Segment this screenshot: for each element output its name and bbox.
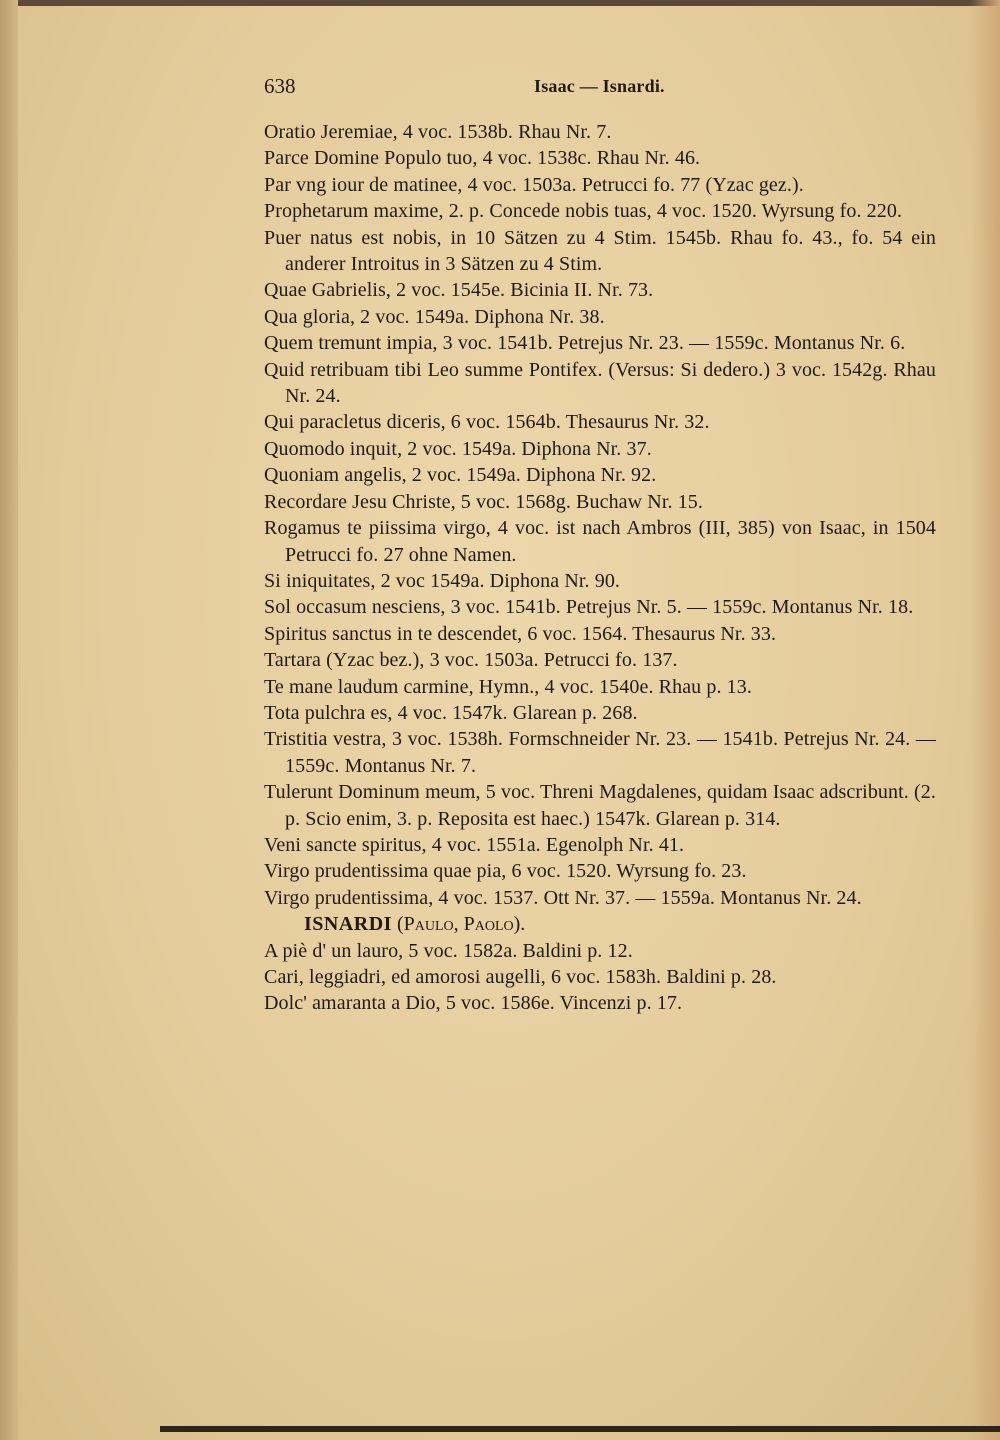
catalog-entry: Si iniquitates, 2 voc 1549a. Diphona Nr. 90.	[264, 569, 621, 592]
catalog-entry: Recordare Jesu Christe, 5 voc. 1568g. Buchaw Nr. 15.	[264, 490, 703, 513]
composer-heading	[264, 911, 936, 937]
catalog-entry: Parce Domine Populo tuo, 4 voc. 1538c. Rhau Nr. 46.	[264, 147, 701, 170]
page-edge-shadow	[970, 0, 1000, 1440]
catalog-entry: Par vng iour de matinee, 4 voc. 1503a. Petrucci fo. 77 (Yzac gez.).	[264, 173, 804, 196]
catalog-entry: Tartara (Yzac bez.), 3 voc. 1503a. Petrucci fo. 137.	[264, 649, 678, 672]
catalog-entry: Qua gloria, 2 voc. 1549a. Diphona Nr. 38.	[264, 305, 605, 328]
catalog-entry: Sol occasum nesciens, 3 voc. 1541b. Petrejus Nr. 5. — 1559c. Montanus Nr. 18.	[264, 596, 914, 619]
top-edge-shadow	[0, 0, 1000, 6]
page-gutter-shadow	[0, 0, 18, 1440]
catalog-entry: Quid retribuam tibi Leo summe Pontifex. (Versus: Si dedero.) 3 voc. 1542g. Rhau Nr. 24.	[264, 358, 936, 408]
catalog-entry: Qui paracletus diceris, 6 voc. 1564b. Thesaurus Nr. 32.	[264, 411, 710, 434]
catalog-entry: Tulerunt Dominum meum, 5 voc. Threni Magdalenes, quidam Isaac adscribunt. (2. p. Scio enim, 3. p. Reposita est haec.) 1547k. Glarean p. 314.	[264, 781, 936, 830]
catalog-entry: Quem tremunt impia, 3 voc. 1541b. Petrejus Nr. 23. — 1559c. Montanus Nr. 6.	[264, 332, 906, 355]
catalog-entry: Dolc' amaranta a Dio, 5 voc. 1586e. Vincenzi p. 17.	[264, 992, 683, 1015]
catalog-entry: Rogamus te piissima virgo, 4 voc. ist nach Ambros (III, 385) von Isaac, in 1504 Petrucci fo. 27 ohne Namen.	[264, 517, 936, 566]
catalog-entries	[264, 119, 936, 1017]
bottom-edge-shadow	[160, 1426, 1000, 1432]
composer-name: ISNARDI	[304, 913, 392, 936]
catalog-entry: Virgo prudentissima quae pia, 6 voc. 1520. Wyrsung fo. 23.	[264, 860, 747, 883]
catalog-entry: Tristitia vestra, 3 voc. 1538h. Formschneider Nr. 23. — 1541b. Petrejus Nr. 24. — 1559c. Montanus Nr. 7.	[264, 728, 936, 777]
catalog-entry: Puer natus est nobis, in 10 Sätzen zu 4 Stim. 1545b. Rhau fo. 43., fo. 54 ein anderer Introitus in 3 Sätzen zu 4 Stim.	[264, 226, 936, 276]
page-number: 638	[264, 74, 296, 98]
catalog-entry: Tota pulchra es, 4 voc. 1547k. Glarean p. 268.	[264, 701, 638, 724]
catalog-entry: Spiritus sanctus in te descendet, 6 voc. 1564. Thesaurus Nr. 33.	[264, 622, 777, 645]
catalog-entry: Virgo prudentissima, 4 voc. 1537. Ott Nr. 37. — 1559a. Montanus Nr. 24.	[264, 886, 862, 909]
catalog-entry: Oratio Jeremiae, 4 voc. 1538b. Rhau Nr. 7.	[264, 121, 612, 143]
catalog-entry: Quae Gabrielis, 2 voc. 1545e. Bicinia II. Nr. 73.	[264, 279, 654, 302]
page-header	[264, 74, 936, 104]
catalog-entry: Cari, leggiadri, ed amorosi augelli, 6 voc. 1583h. Baldini p. 28.	[264, 966, 777, 988]
composer-name-variants: (Paulo, Paolo).	[396, 913, 526, 936]
catalog-entry: Te mane laudum carmine, Hymn., 4 voc. 1540e. Rhau p. 13.	[264, 675, 752, 698]
catalog-entry: A piè d' un lauro, 5 voc. 1582a. Baldini p. 12.	[264, 939, 633, 962]
catalog-entry: Prophetarum maxime, 2. p. Concede nobis tuas, 4 voc. 1520. Wyrsung fo. 220.	[264, 200, 903, 223]
running-title: Isaac — Isnardi.	[534, 76, 665, 96]
catalog-entry: Veni sancte spiritus, 4 voc. 1551a. Egenolph Nr. 41.	[264, 833, 685, 856]
catalog-entry: Quoniam angelis, 2 voc. 1549a. Diphona Nr. 92.	[264, 464, 657, 487]
catalog-entry: Quomodo inquit, 2 voc. 1549a. Diphona Nr. 37.	[264, 437, 652, 460]
